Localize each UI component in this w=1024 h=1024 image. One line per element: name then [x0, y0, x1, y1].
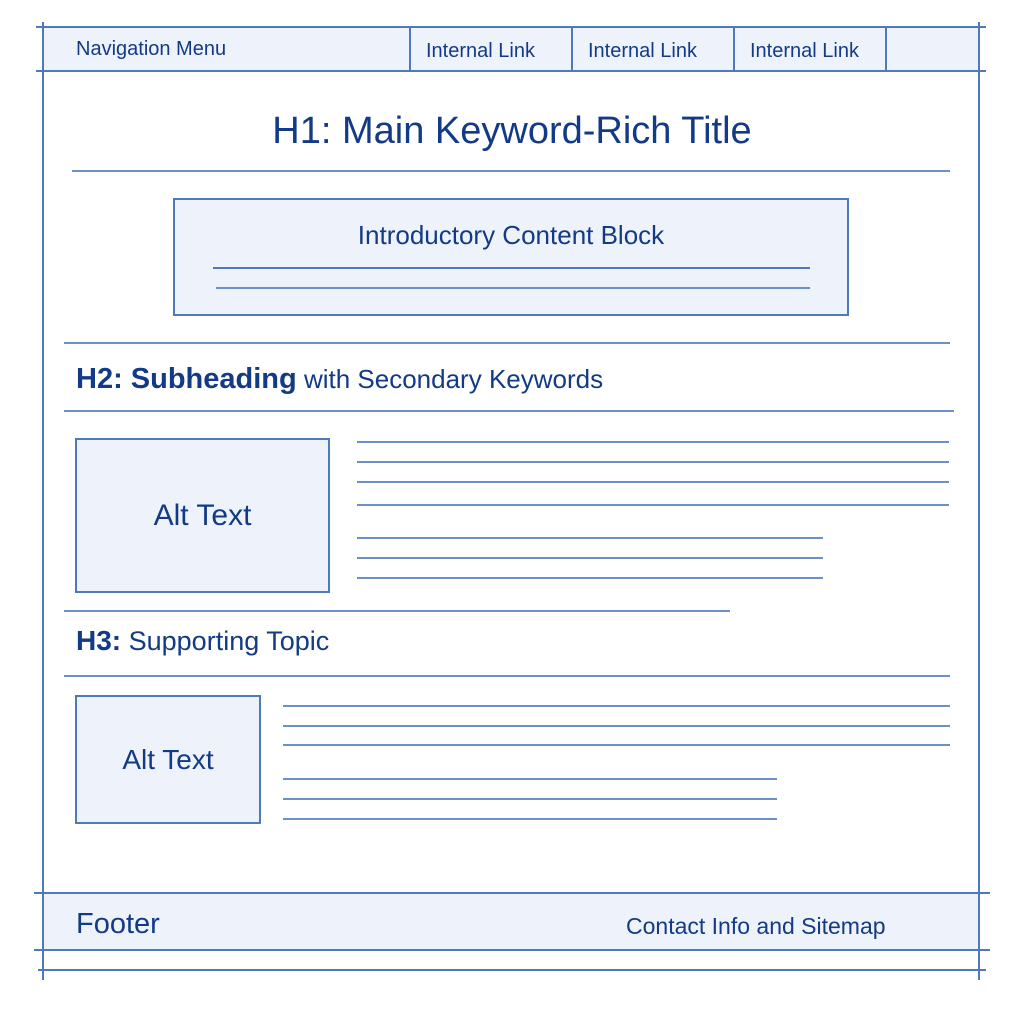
- text-line: [283, 705, 950, 707]
- nav-divider: [733, 27, 735, 71]
- nav-menu-title: Navigation Menu: [76, 38, 227, 60]
- page-bottom-border: [38, 969, 986, 971]
- h2-underline: [64, 410, 954, 412]
- nav-link-1[interactable]: Internal Link: [426, 40, 535, 62]
- nav-top-border: [36, 26, 986, 28]
- h2-strong: H2: Subheading: [76, 363, 297, 395]
- text-line: [357, 441, 949, 443]
- text-line: [283, 818, 777, 820]
- footer-contact-sitemap[interactable]: Contact Info and Sitemap: [626, 913, 886, 939]
- h1-underline: [72, 170, 950, 172]
- footer-bottom-border: [34, 949, 990, 951]
- image-alt-text: Alt Text: [153, 498, 252, 532]
- frame-right: [978, 22, 980, 980]
- divider: [64, 342, 950, 344]
- text-line: [357, 504, 949, 506]
- intro-text-line: [213, 267, 810, 269]
- text-line: [283, 798, 777, 800]
- h3-rest: Supporting Topic: [121, 626, 330, 656]
- h1-title: H1: Main Keyword-Rich Title: [272, 110, 752, 152]
- text-line: [357, 577, 823, 579]
- image-alt-text: Alt Text: [122, 743, 214, 775]
- nav-divider: [885, 27, 887, 71]
- intro-text-line: [216, 287, 810, 289]
- text-line: [283, 744, 950, 746]
- nav-divider: [409, 27, 411, 71]
- intro-block: [173, 198, 849, 316]
- text-line: [357, 537, 823, 539]
- h2-heading: [76, 363, 603, 396]
- text-line: [283, 778, 777, 780]
- h3-strong: H3:: [76, 625, 122, 656]
- h2-rest: with Secondary Keywords: [296, 364, 604, 394]
- h3-heading: [76, 625, 329, 657]
- text-line: [357, 557, 823, 559]
- nav-link-2[interactable]: Internal Link: [588, 40, 697, 62]
- footer-label: Footer: [76, 908, 160, 940]
- text-line: [357, 461, 949, 463]
- image-placeholder-1: [75, 438, 330, 593]
- nav-link-3[interactable]: Internal Link: [750, 40, 859, 62]
- text-line: [357, 481, 949, 483]
- divider: [64, 610, 730, 612]
- nav-bottom-border: [36, 70, 986, 72]
- text-line: [283, 725, 950, 727]
- h3-underline: [64, 675, 950, 677]
- frame-left: [42, 22, 44, 980]
- image-placeholder-2: [75, 695, 261, 824]
- intro-label: Introductory Content Block: [357, 220, 665, 250]
- nav-divider: [571, 27, 573, 71]
- footer-top-border: [34, 892, 990, 894]
